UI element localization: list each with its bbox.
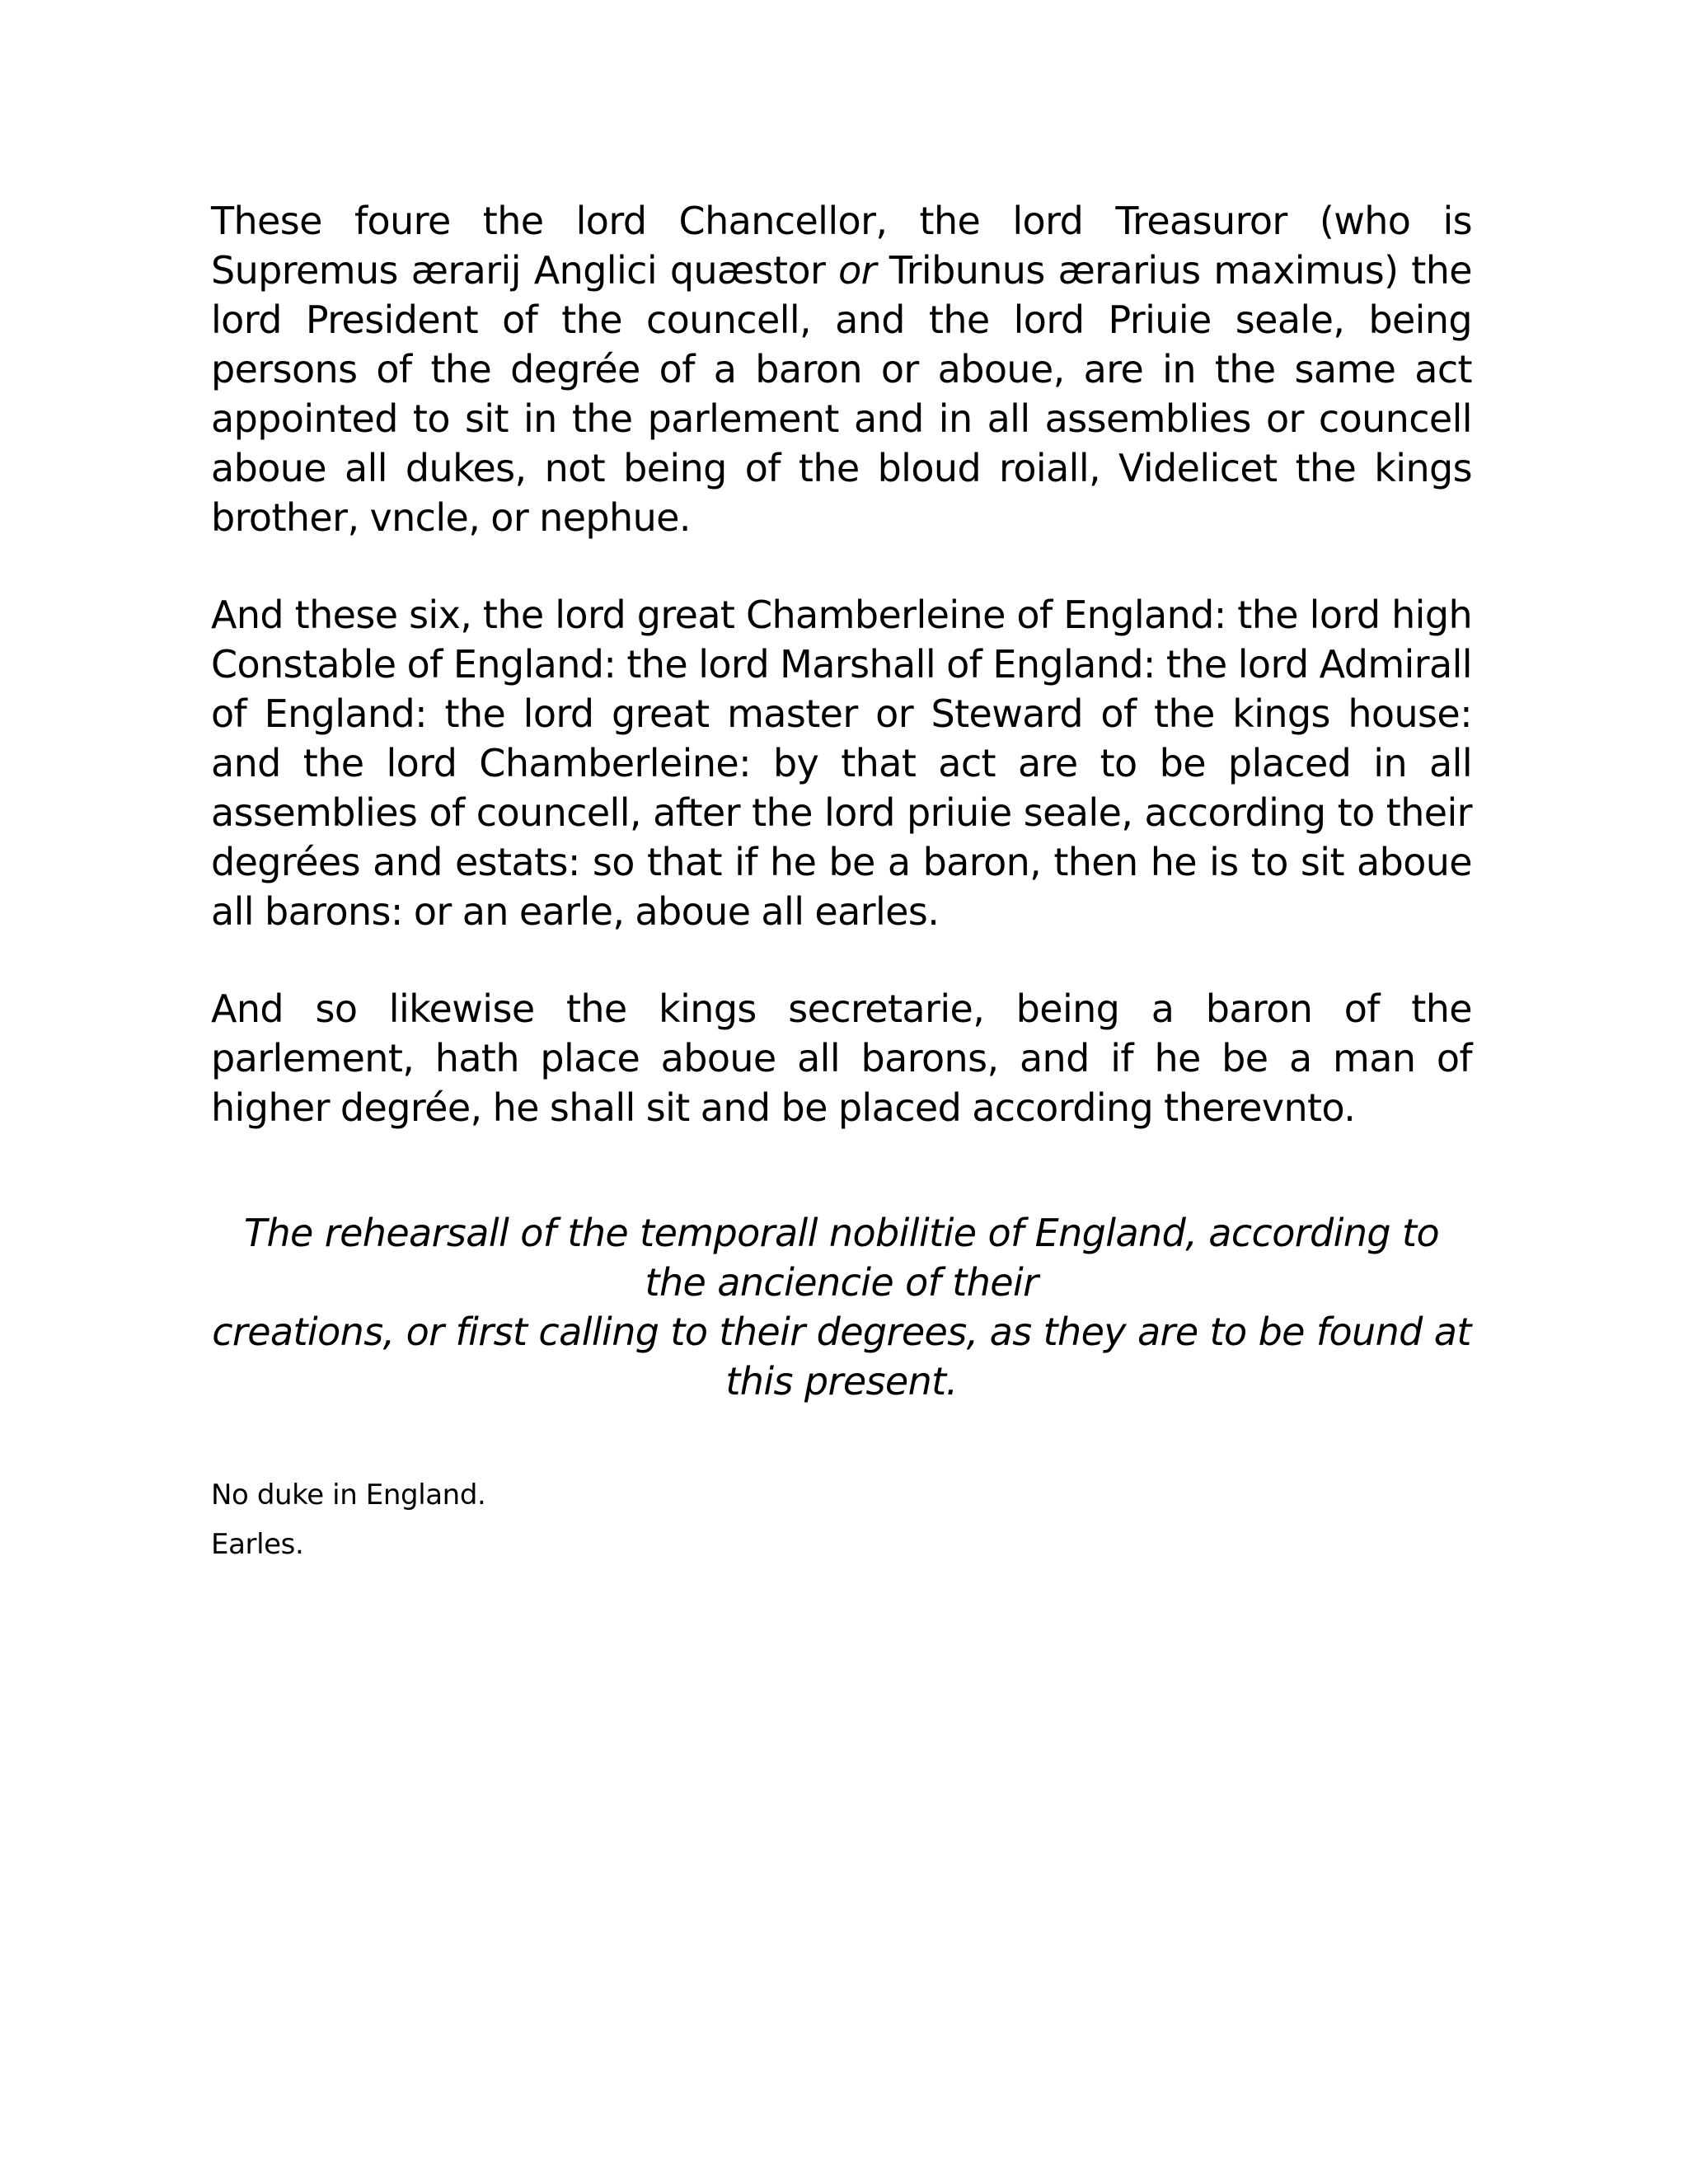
paragraph-text: Tribunus ærarius maximus) the lord President of the councell, and the lord Priuie seale, being persons of the degrée of a baron or aboue, are in the same act appointed to sit in the parlement and in all assemblies or councell aboue all dukes, not being of the bloud roiall, Videlicet the kings brother, vncle, or nephue.	[211, 248, 1472, 540]
paragraph-text: These foure the lord Chancellor, the lord Treasuror (who is Supremus ærarij Anglici quæstor	[211, 199, 1472, 293]
notes-list	[211, 1479, 1472, 1561]
heading-line-1: The rehearsall of the temporall nobilitie of England, according to the anciencie of their	[243, 1211, 1439, 1305]
document-page	[211, 196, 1472, 1577]
paragraph-secretarie: And so likewise the kings secretarie, being a baron of the parlement, hath place aboue all barons, and if he be a man of higher degrée, he shall sit and be placed according therevnto.	[211, 987, 1472, 1130]
paragraph-chancellor	[211, 196, 1472, 542]
heading-line-2: creations, or first calling to their degrees, as they are to be found at this present.	[212, 1310, 1471, 1404]
paragraph-six-lords: And these six, the lord great Chamberleine of England: the lord high Constable of England: the lord Marshall of England: the lord Admirall of England: the lord great master or Steward of the kings house: and the lord Chamberleine: by that act are to be placed in all assemblies of councell, after the lord priuie seale, according to their degrées and estats: so that if he be a baron, then he is to sit aboue all barons: or an earle, aboue all earles.	[211, 593, 1472, 934]
italic-word: or	[838, 248, 876, 293]
note-earles: Earles.	[211, 1528, 304, 1561]
section-heading	[211, 1208, 1472, 1406]
note-no-duke: No duke in England.	[211, 1479, 486, 1511]
